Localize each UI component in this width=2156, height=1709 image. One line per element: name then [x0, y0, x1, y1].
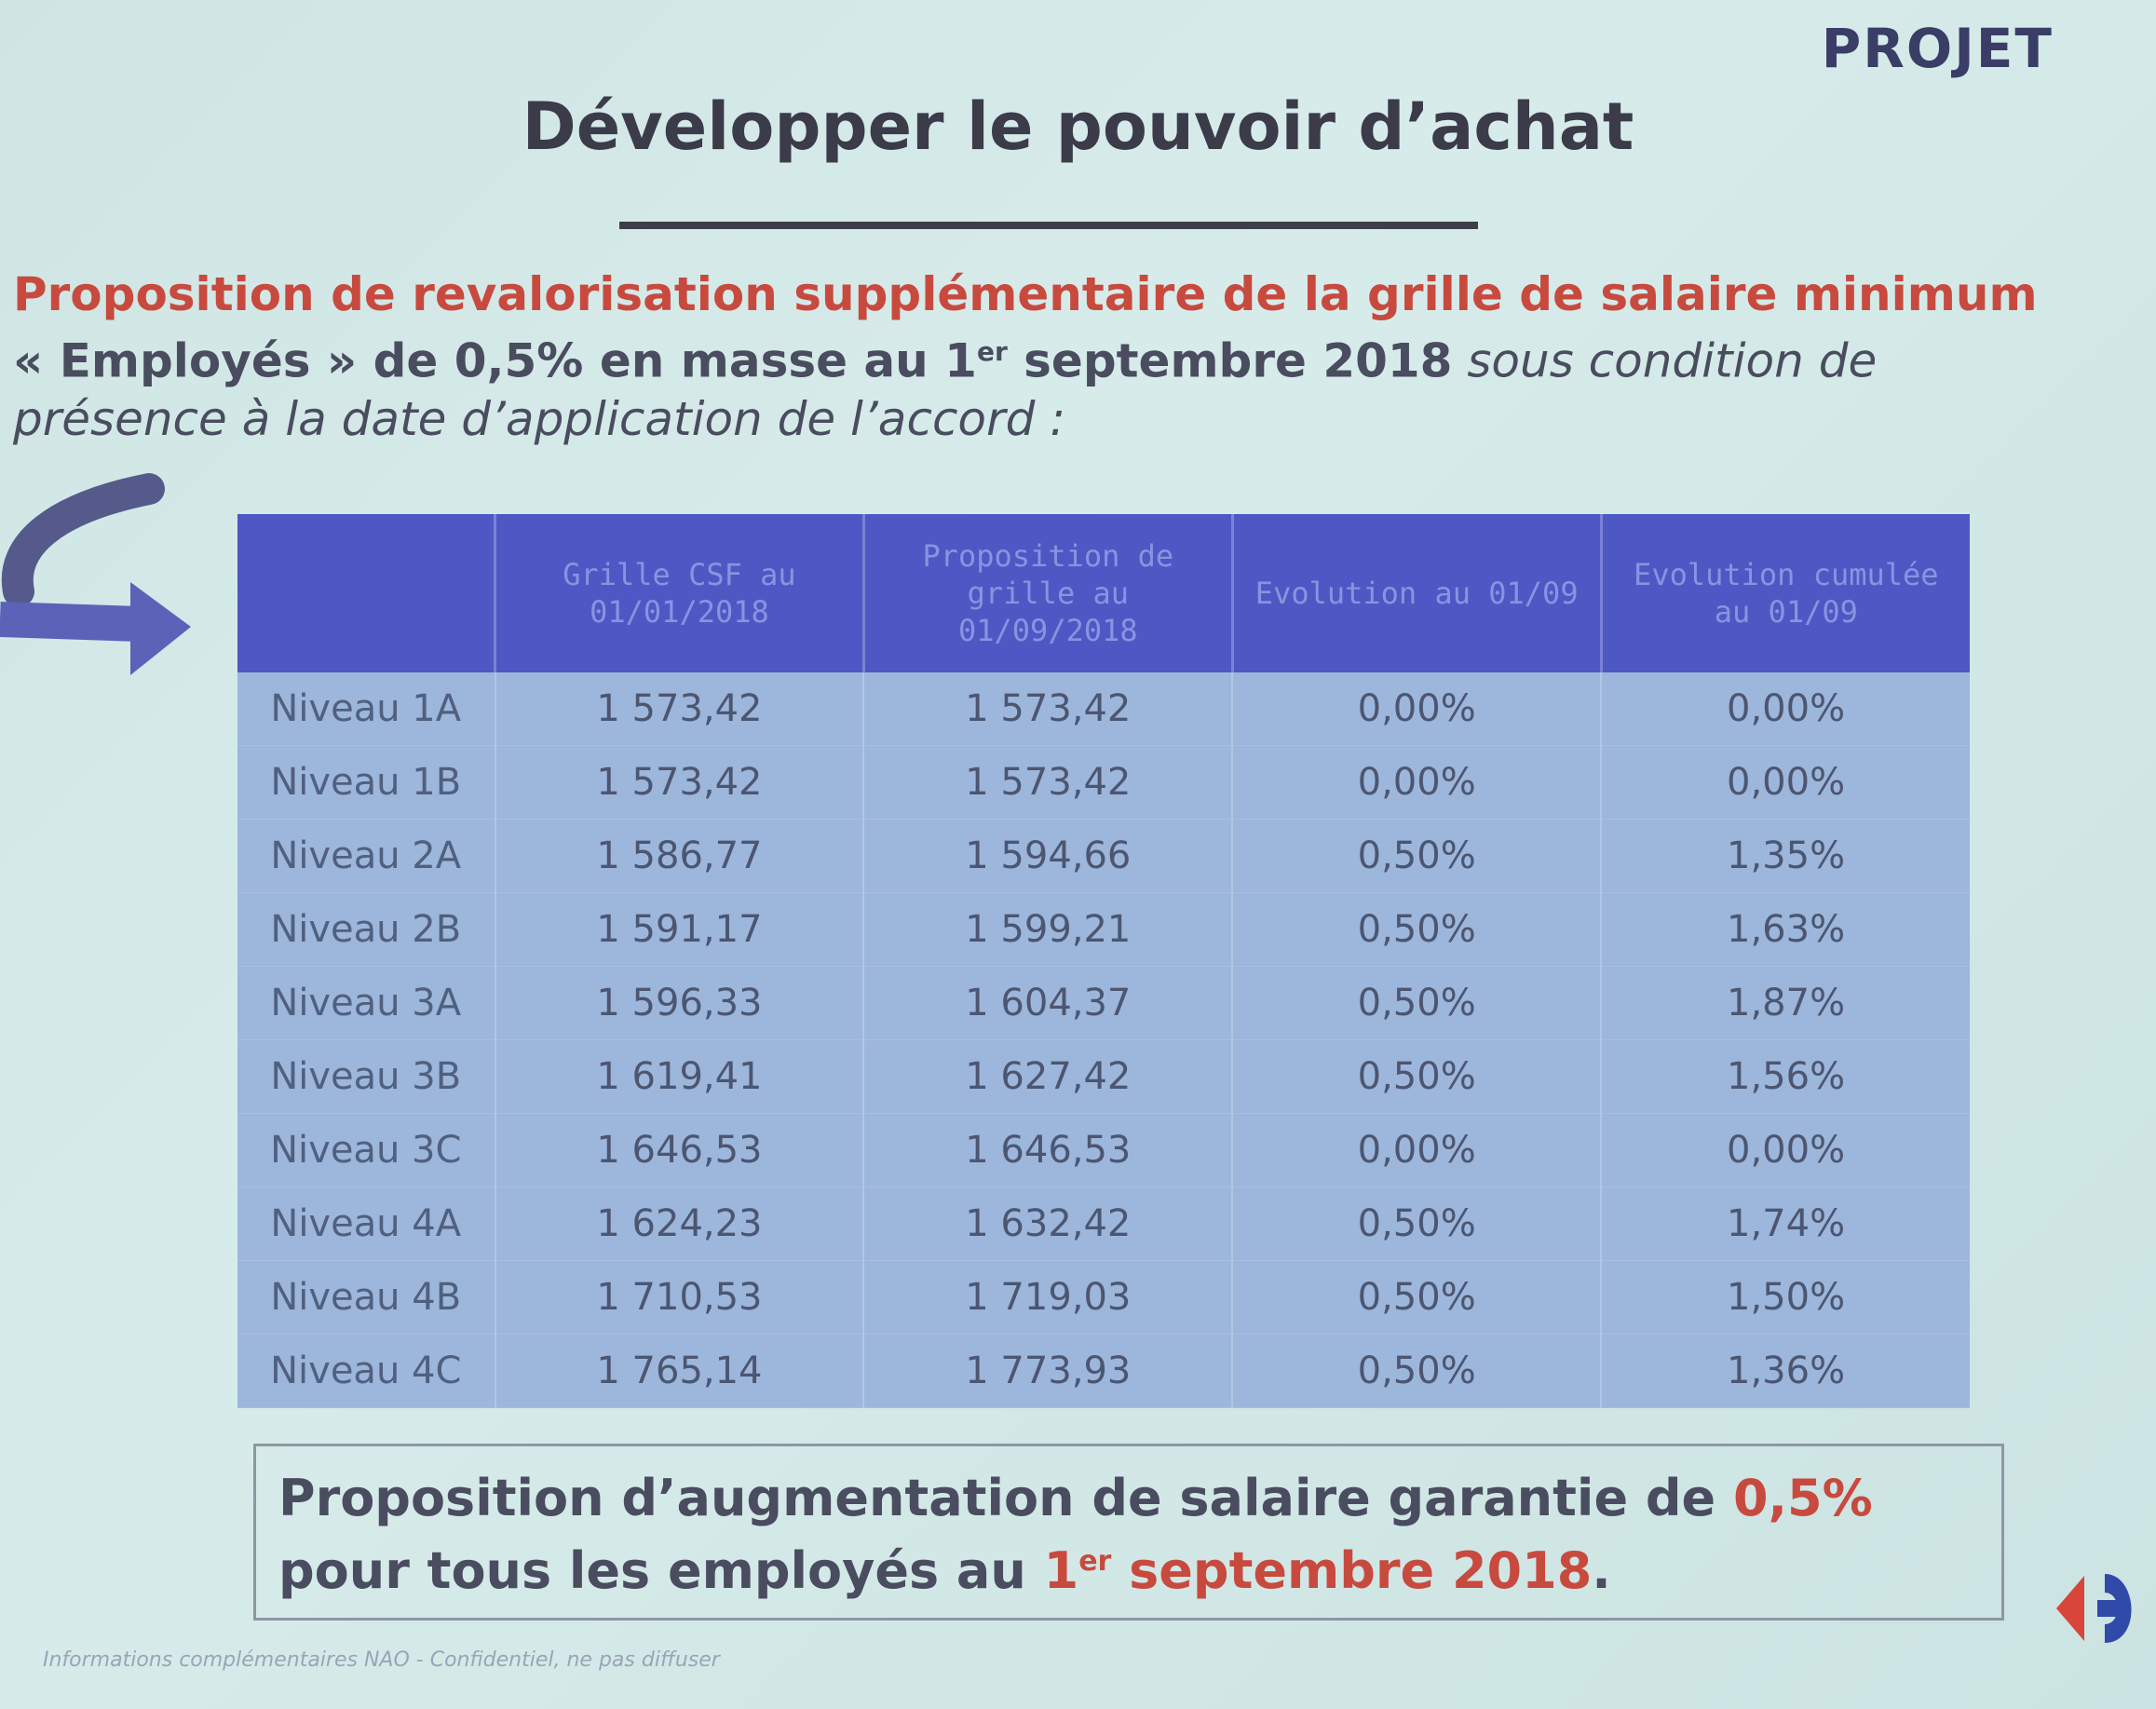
intro-quote: « Employés » — [13, 333, 358, 388]
value-cell: 1 710,53 — [495, 1261, 864, 1335]
level-cell: Niveau 1A — [237, 672, 495, 746]
table-header-row — [237, 514, 1970, 672]
intro-condition-end: présence à la date d’application de l’accord : — [13, 391, 1066, 446]
value-cell: 1 604,37 — [863, 967, 1232, 1040]
guarantee-text-2: pour tous les employés au — [278, 1541, 1044, 1600]
value-cell: 0,00% — [1232, 1114, 1601, 1187]
value-cell: 1 594,66 — [863, 820, 1232, 893]
table-row — [237, 1040, 1970, 1114]
level-cell: Niveau 3A — [237, 967, 495, 1040]
column-header-2: Proposition de grille au 01/09/2018 — [863, 514, 1232, 672]
guarantee-date: septembre 2018 — [1111, 1541, 1593, 1600]
value-cell: 0,50% — [1232, 1187, 1601, 1261]
value-cell: 1 619,41 — [495, 1040, 864, 1114]
intro-condition: sous condition de — [1452, 333, 1878, 388]
project-badge: PROJET — [1821, 17, 2054, 80]
value-cell: 1 646,53 — [863, 1114, 1232, 1187]
table-row — [237, 893, 1970, 967]
value-cell: 1 573,42 — [863, 746, 1232, 820]
intro-paragraph — [13, 265, 2099, 448]
value-cell: 1 624,23 — [495, 1187, 864, 1261]
table-row — [237, 1114, 1970, 1187]
value-cell: 0,50% — [1232, 893, 1601, 967]
column-header-4: Evolution cumulée au 01/09 — [1601, 514, 1970, 672]
slide-title: Développer le pouvoir d’achat — [522, 88, 1634, 165]
intro-line1: Proposition de revalorisation supplémentaire de la grille de salaire minimum — [13, 267, 2038, 321]
intro-sup: er — [976, 336, 1008, 367]
table-row — [237, 820, 1970, 893]
column-header-3: Evolution au 01/09 — [1232, 514, 1601, 672]
value-cell: 1 719,03 — [863, 1261, 1232, 1335]
value-cell: 1 596,33 — [495, 967, 864, 1040]
value-cell: 1 765,14 — [495, 1335, 864, 1408]
column-header-1: Grille CSF au 01/01/2018 — [495, 514, 864, 672]
value-cell: 0,50% — [1232, 1261, 1601, 1335]
value-cell: 1 586,77 — [495, 820, 864, 893]
table-row — [237, 1261, 1970, 1335]
value-cell: 1 573,42 — [495, 672, 864, 746]
value-cell: 1,74% — [1601, 1187, 1970, 1261]
value-cell: 1,56% — [1601, 1040, 1970, 1114]
level-cell: Niveau 2A — [237, 820, 495, 893]
value-cell: 0,50% — [1232, 820, 1601, 893]
level-cell: Niveau 1B — [237, 746, 495, 820]
value-cell: 1 591,17 — [495, 893, 864, 967]
intro-date: septembre 2018 — [1007, 333, 1453, 388]
guarantee-box — [253, 1444, 2004, 1621]
value-cell: 1,87% — [1601, 967, 1970, 1040]
value-cell: 0,50% — [1232, 967, 1601, 1040]
salary-grid-table — [237, 514, 1970, 1408]
value-cell: 0,00% — [1232, 672, 1601, 746]
intro-rate: de 0,5% en masse au 1 — [357, 333, 977, 388]
value-cell: 1 632,42 — [863, 1187, 1232, 1261]
value-cell: 0,50% — [1232, 1335, 1601, 1408]
guarantee-text-1: Proposition d’augmentation de salaire garantie de — [278, 1469, 1733, 1527]
value-cell: 0,00% — [1601, 746, 1970, 820]
value-cell: 1 599,21 — [863, 893, 1232, 967]
level-cell: Niveau 4C — [237, 1335, 495, 1408]
table-row — [237, 1335, 1970, 1408]
guarantee-end: . — [1592, 1541, 1611, 1600]
value-cell: 1 573,42 — [863, 672, 1232, 746]
footer-note: Informations complémentaires NAO - Confidentiel, ne pas diffuser — [43, 1648, 720, 1672]
table-row — [237, 967, 1970, 1040]
column-header-0 — [237, 514, 495, 672]
value-cell: 1,50% — [1601, 1261, 1970, 1335]
value-cell: 0,00% — [1232, 746, 1601, 820]
value-cell: 1 573,42 — [495, 746, 864, 820]
value-cell: 1 627,42 — [863, 1040, 1232, 1114]
value-cell: 0,00% — [1601, 672, 1970, 746]
level-cell: Niveau 3C — [237, 1114, 495, 1187]
level-cell: Niveau 4A — [237, 1187, 495, 1261]
value-cell: 1,63% — [1601, 893, 1970, 967]
value-cell: 0,00% — [1601, 1114, 1970, 1187]
level-cell: Niveau 3B — [237, 1040, 495, 1114]
table-row — [237, 672, 1970, 746]
level-cell: Niveau 4B — [237, 1261, 495, 1335]
level-cell: Niveau 2B — [237, 893, 495, 967]
table-row — [237, 1187, 1970, 1261]
guarantee-sup: er — [1078, 1545, 1112, 1578]
value-cell: 1 646,53 — [495, 1114, 864, 1187]
value-cell: 1,35% — [1601, 820, 1970, 893]
value-cell: 0,50% — [1232, 1040, 1601, 1114]
value-cell: 1 773,93 — [863, 1335, 1232, 1408]
title-divider — [619, 222, 1478, 229]
table-row — [237, 746, 1970, 820]
value-cell: 1,36% — [1601, 1335, 1970, 1408]
curved-arrow-icon — [0, 470, 196, 712]
carrefour-logo-icon — [2049, 1557, 2151, 1660]
guarantee-pct: 0,5% — [1732, 1469, 1873, 1527]
guarantee-day: 1 — [1043, 1541, 1079, 1600]
